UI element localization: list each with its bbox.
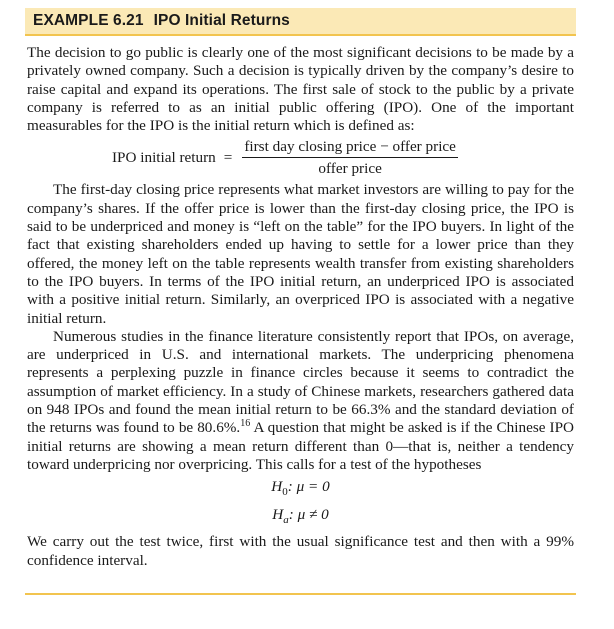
alternative-hypothesis xyxy=(27,505,574,530)
paragraph-chinese-study xyxy=(27,328,574,474)
h0-symbol: H xyxy=(271,478,283,496)
h0-statement: : μ = 0 xyxy=(287,478,330,496)
bottom-rule xyxy=(25,593,576,595)
example-title: IPO Initial Returns xyxy=(153,12,290,29)
formula-lhs: IPO initial return xyxy=(112,149,216,167)
formula-equals: = xyxy=(223,149,233,167)
footnote-marker: 16 xyxy=(240,418,251,430)
null-hypothesis xyxy=(27,477,574,502)
example-header xyxy=(25,8,576,36)
h0-subscript: 0 xyxy=(282,486,288,499)
paragraph-test-plan: We carry out the test twice, first with the usual significance test and then with a 99% confidence interval. xyxy=(27,533,574,569)
paragraph-underpricing: The first-day closing price represents what market investors are willing to pay for the company’s shares. If the offer price is lower than the first-day closing price, the IPO is said to be underpriced and money is “left on the table” for the IPO buyers. In light of the fact that existing shareholders ended up having to settle for a lower price than they offered, the money left on the table represents wealth transfer from existing shareholders to the IPO buyers. In terms of the IPO initial return, an underpriced IPO is associated with a positive initial return. Similarly, an overpriced IPO is associated with a negative initial return. xyxy=(27,181,574,327)
ipo-return-formula xyxy=(27,137,574,179)
example-box xyxy=(25,8,576,570)
chinese-study-text: Numerous studies in the finance literature consistently report that IPOs, on average, are underpriced in U.S. and international markets. The underpricing phenomena represents a perplexing puzzle in finance circles because it seems to contradict the assumption of market efficiency. In a study of Chinese markets, researchers gathered data on 948 IPOs and found the mean initial return to be 66.3% and the standard deviation of the returns was found to be 80.6%. xyxy=(27,327,574,437)
example-body xyxy=(25,44,576,570)
paragraph-intro: The decision to go public is clearly one of the most significant decisions to be made by a privately owned company. Such a decision is typically driven by the company’s desire to raise capital and expand its operations. The first sale of stock to the public by a private company is referred to as an initial public offering (IPO). One of the important measurables for the IPO is the initial return which is defined as: xyxy=(27,44,574,135)
formula-numerator: first day closing price − offer price xyxy=(242,138,458,158)
formula-denominator: offer price xyxy=(318,160,382,178)
ha-subscript: a xyxy=(283,514,289,527)
formula-fraction xyxy=(242,138,458,179)
ha-statement: : μ ≠ 0 xyxy=(288,506,329,524)
chinese-study-text-cont: A question that might be asked is if the Chinese IPO initial returns are showing a mean return different than 0—that is, neither a tendency toward underpricing nor overpricing. This calls for a test of the hypotheses xyxy=(27,419,574,473)
ha-symbol: H xyxy=(272,506,284,524)
example-number: EXAMPLE 6.21 xyxy=(33,12,144,29)
